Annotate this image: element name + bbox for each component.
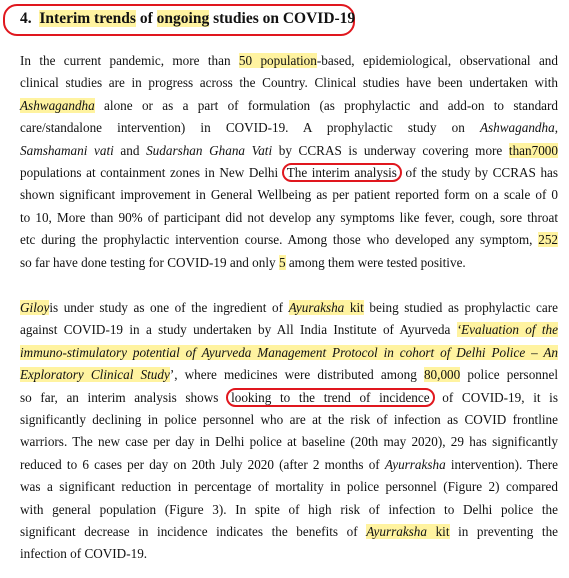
text-line: so far have done testing for COVID-19 and only 5 among them were tested positive. (20, 254, 466, 270)
text-line: Samshamani vati and Sudarshan Ghana Vati by CCRAS is underway covering more than7000 (20, 142, 558, 158)
text-line: with general population (Figure 3). In spite of high risk of infection to Delhi police the (20, 501, 558, 517)
highlight: kit (344, 300, 364, 315)
text-line: significant decrease in incidence indicates the benefits of Ayurraksha kit in preventing the (20, 523, 559, 539)
trend-of-incidence-annotation-box: looking to the trend of incidence (226, 388, 435, 407)
text-line: Ashwagandha alone or as a part of formulation (as prophylactic and add-on to standard (20, 97, 558, 113)
text-line: warriors. The new case per day in Delhi police at baseline (20th may 2020), 29 has significantly (20, 434, 558, 450)
highlight: Giloy (20, 300, 50, 315)
highlight: Exploratory Clinical Study (20, 367, 170, 383)
text-line: Giloyis under study as one of the ingredient of Ayuraksha kit being studied as prophylactic care (20, 300, 558, 315)
highlight: kit (427, 523, 450, 539)
paragraph-2 (20, 297, 558, 566)
highlight: 50 population (238, 53, 317, 68)
text-line: care/standalone intervention) in COVID-19. A prophylactic study on Ashwagandha, (20, 120, 558, 136)
text-line: clinical studies are in progress across the Country. Clinical studies have been undertaken with (20, 75, 558, 91)
text-line: reduced to 6 cases per day on 20th July 2020 (after 2 months of Ayurraksha intervention). There (20, 456, 558, 472)
highlight: 80,000 (423, 367, 461, 383)
text-line: Exploratory Clinical Study’, where medicines were distributed among 80,000 police personnel (20, 367, 558, 383)
highlight: 252 (538, 232, 558, 248)
highlight: Ashwagandha (20, 97, 95, 113)
heading-highlight: ongoing (156, 10, 210, 27)
section-number: 4. (20, 10, 32, 27)
text-line: infection of COVID-19. (20, 546, 148, 562)
text-line: was a significant reduction in percentage of mortality in police personnel (Figure 2) compared (20, 479, 558, 495)
text-line: so far, an interim analysis shows looking to the trend of incidence of COVID-19, it is (20, 389, 558, 405)
text-line: to 10, More than 90% of participant did not develop any symptoms like fever, cough, sore throat (20, 209, 558, 225)
highlight: Ayuraksha (288, 300, 345, 315)
text-line: against COVID-19 in a study undertaken by All India Institute of Ayurveda ‘Evaluation of the (20, 322, 558, 338)
highlight: than7000 (508, 142, 558, 158)
text-line (20, 342, 558, 364)
highlight: 5 (278, 254, 286, 270)
section-heading: 4. Interim trends of ongoing studies on COVID-19 (20, 10, 356, 27)
text-line: etc during the prophylactic intervention course. Among those who developed any symptom, 252 (20, 232, 558, 248)
interim-analysis-annotation-box: The interim analysis (282, 163, 402, 182)
text-line: populations at containment zones in New Delhi The interim analysis of the study by CCRAS has (20, 164, 559, 180)
text-line: shown significant improvement in General Wellbeing as per patient reported form on a scale of 0 (20, 187, 558, 203)
text-line: significantly declining in police personnel who are at the risk of infection as COVID frontline (20, 411, 558, 427)
highlight: immuno-stimulatory potential of Ayurveda Management Protocol in cohort of Delhi Police – An (20, 344, 558, 360)
heading-highlight: Interim trends (39, 10, 136, 27)
paragraph-1 (20, 50, 558, 274)
highlight: ‘Evaluation of the (456, 322, 558, 338)
text-line: In the current pandemic, more than 50 population-based, epidemiological, observational and (20, 53, 558, 68)
highlight: Ayurraksha (366, 523, 427, 539)
